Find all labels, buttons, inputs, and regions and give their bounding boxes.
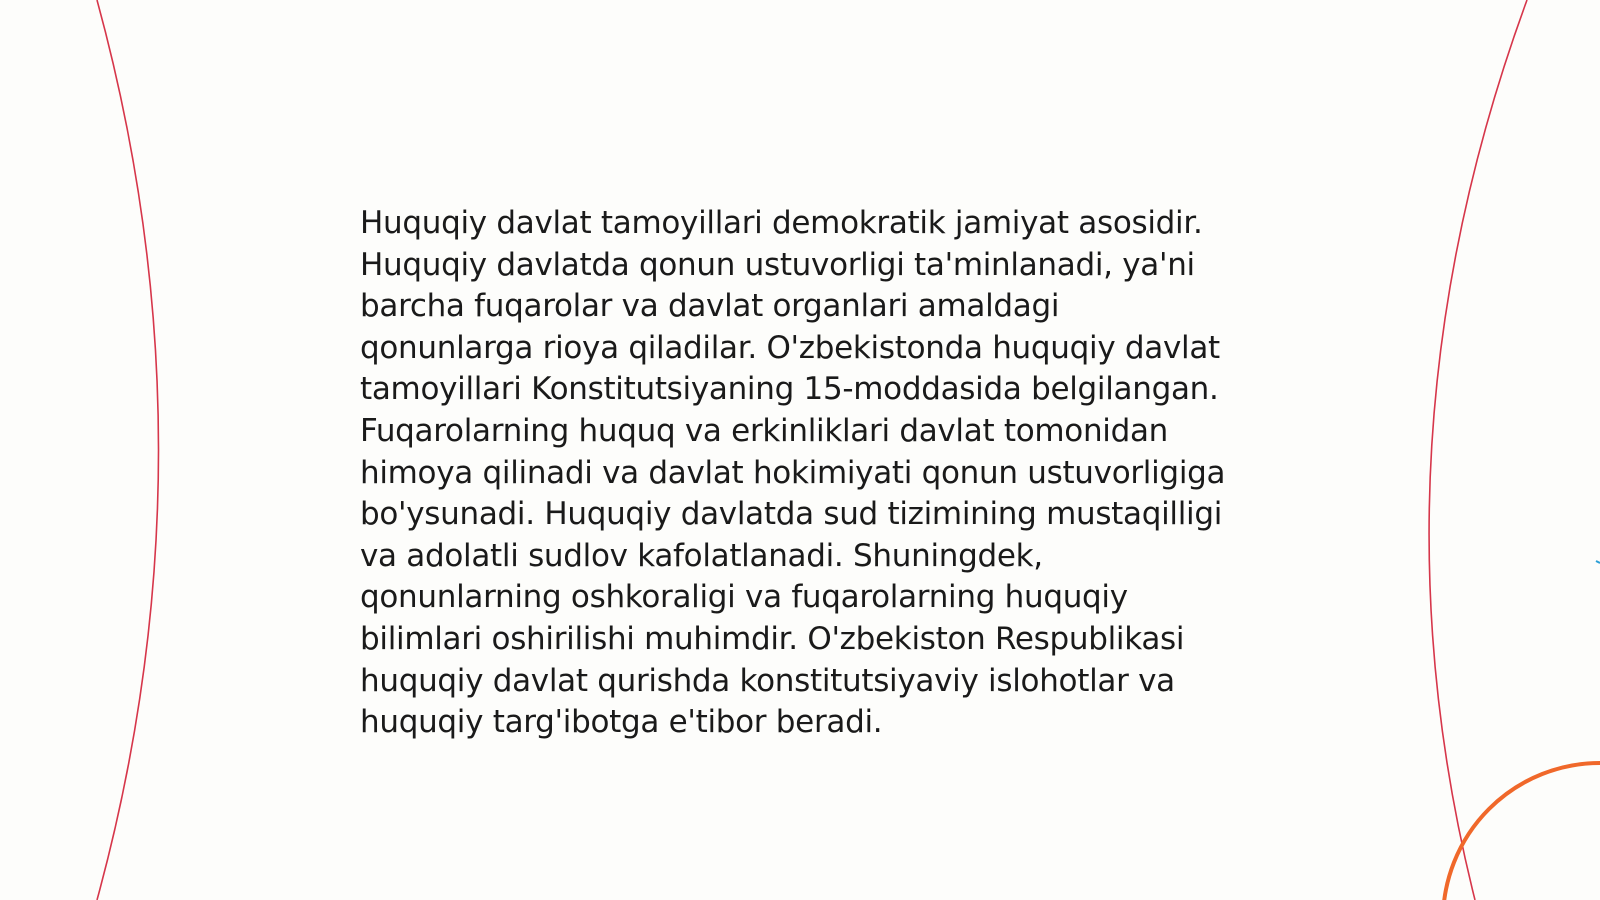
blue-accent-mark (1596, 561, 1600, 563)
body-paragraph: Huquqiy davlat tamoyillari demokratik jamiyat asosidir. Huquqiy davlatda qonun ustuvorligi ta'minlanadi, ya'ni barcha fuqarolar va davlat organlari amaldagi qonunlarga rioya qiladilar. O'zbekistonda huquqiy davlat tamoyillari Konstitutsiyaning 15-moddasida belgilangan. Fuqarolarning huquq va erkinliklari davlat tomonidan himoya qilinadi va davlat hokimiyati qonun ustuvorligiga bo'ysunadi. Huquqiy davlatda sud tizimining mustaqilligi va adolatli sudlov kafolatlanadi. Shuningdek, qonunlarning oshkoraligi va fuqarolarning huquqiy bilimlari oshirilishi muhimdir. O'zbekiston Respublikasi huquqiy davlat qurishda konstitutsiyaviy islohotlar va huquqiy targ'ibotga e'tibor beradi. (360, 205, 1226, 741)
orange-circle-accent (1443, 763, 1600, 900)
left-curve-line (97, 0, 159, 900)
right-curve-line (1429, 0, 1527, 900)
